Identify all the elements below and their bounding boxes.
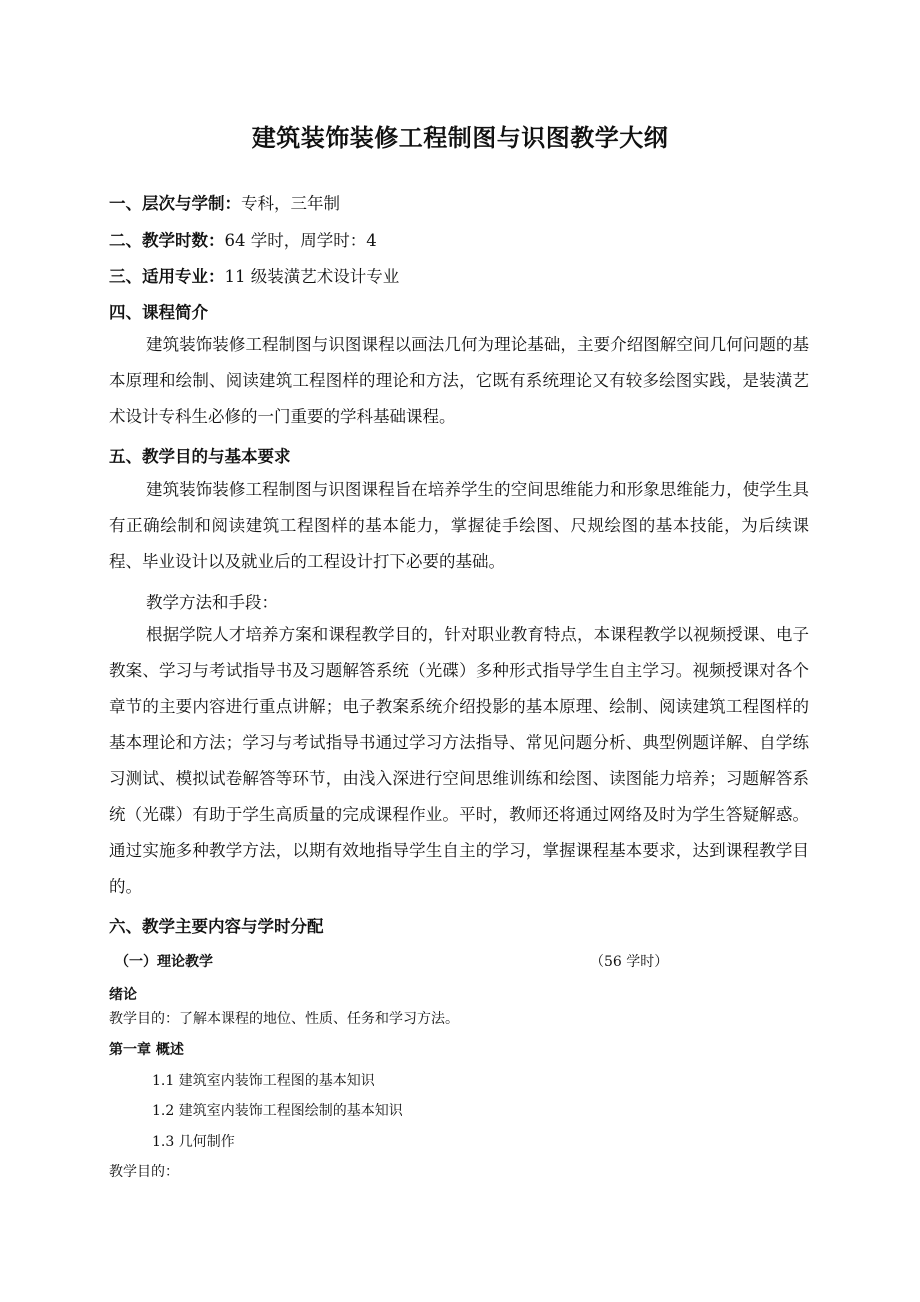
section-level-value: 专科，三年制 <box>241 194 340 213</box>
chapter1-heading: 第一章 概述 <box>109 1042 184 1058</box>
section-content-heading: 六、教学主要内容与学时分配 <box>109 917 324 936</box>
section-intro-paragraph: 建筑装饰装修工程制图与识图课程以画法几何为理论基础，主要介绍图解空间几何问题的基本原理和绘制、阅读建筑工程图样的理论和方法，它既有系统理论又有较多绘图实践，是装潢艺术设计专科生必修的一门重要的学科基础课程。 <box>109 335 809 426</box>
intro-chapter-heading: 绪论 <box>109 987 137 1003</box>
intro-chapter-goal: 教学目的：了解本课程的地位、性质、任务和学习方法。 <box>109 1011 459 1027</box>
section-major <box>109 263 399 287</box>
section-goals-heading: 五、教学目的与基本要求 <box>109 447 291 466</box>
section-hours <box>109 227 377 251</box>
section-intro-heading: 四、课程简介 <box>109 303 208 322</box>
section-major-value: 11 级装潢艺术设计专业 <box>224 267 400 286</box>
chapter1-goal: 教学目的： <box>109 1164 179 1180</box>
methods-heading: 教学方法和手段： <box>146 593 278 612</box>
section-goals-paragraph: 建筑装饰装修工程制图与识图课程旨在培养学生的空间思维能力和形象思维能力，使学生具有正确绘制和阅读建筑工程图样的基本能力，掌握徒手绘图、尺规绘图的基本技能，为后续课程、毕业设计以及就业后的工程设计打下必要的基础。 <box>109 480 809 571</box>
methods-paragraph: 根据学院人才培养方案和课程教学目的，针对职业教育特点，本课程教学以视频授课、电子教案、学习与考试指导书及习题解答系统（光碟）多种形式指导学生自主学习。视频授课对各个章节的主要内容进行重点讲解；电子教案系统介绍投影的基本原理、绘制、阅读建筑工程图样的基本理论和方法；学习与考试指导书通过学习方法指导、常见问题分析、典型例题详解、自学练习测试、模拟试卷解答等环节，由浅入深进行空间思维训练和绘图、读图能力培养；习题解答系统（光碟）有助于学生高质量的完成课程作业。平时，教师还将通过网络及时为学生答疑解惑。通过实施多种教学方法，以期有效地指导学生自主的学习，掌握课程基本要求，达到课程教学目的。 <box>109 625 809 896</box>
section-level <box>109 190 340 214</box>
chapter1-item: 1.3 几何制作 <box>152 1134 235 1150</box>
section-hours-value: 64 学时，周学时：4 <box>224 231 377 250</box>
section-level-label: 一、层次与学制： <box>109 194 241 213</box>
section-hours-label: 二、教学时数： <box>109 231 225 250</box>
theory-teaching-hours: （56 学时） <box>590 954 669 970</box>
chapter1-item: 1.2 建筑室内装饰工程图绘制的基本知识 <box>152 1103 403 1119</box>
chapter1-item: 1.1 建筑室内装饰工程图的基本知识 <box>152 1073 375 1089</box>
document-title: 建筑装饰装修工程制图与识图教学大纲 <box>251 124 669 152</box>
section-major-label: 三、适用专业： <box>109 267 225 286</box>
theory-teaching-label: （一）理论教学 <box>115 954 213 970</box>
